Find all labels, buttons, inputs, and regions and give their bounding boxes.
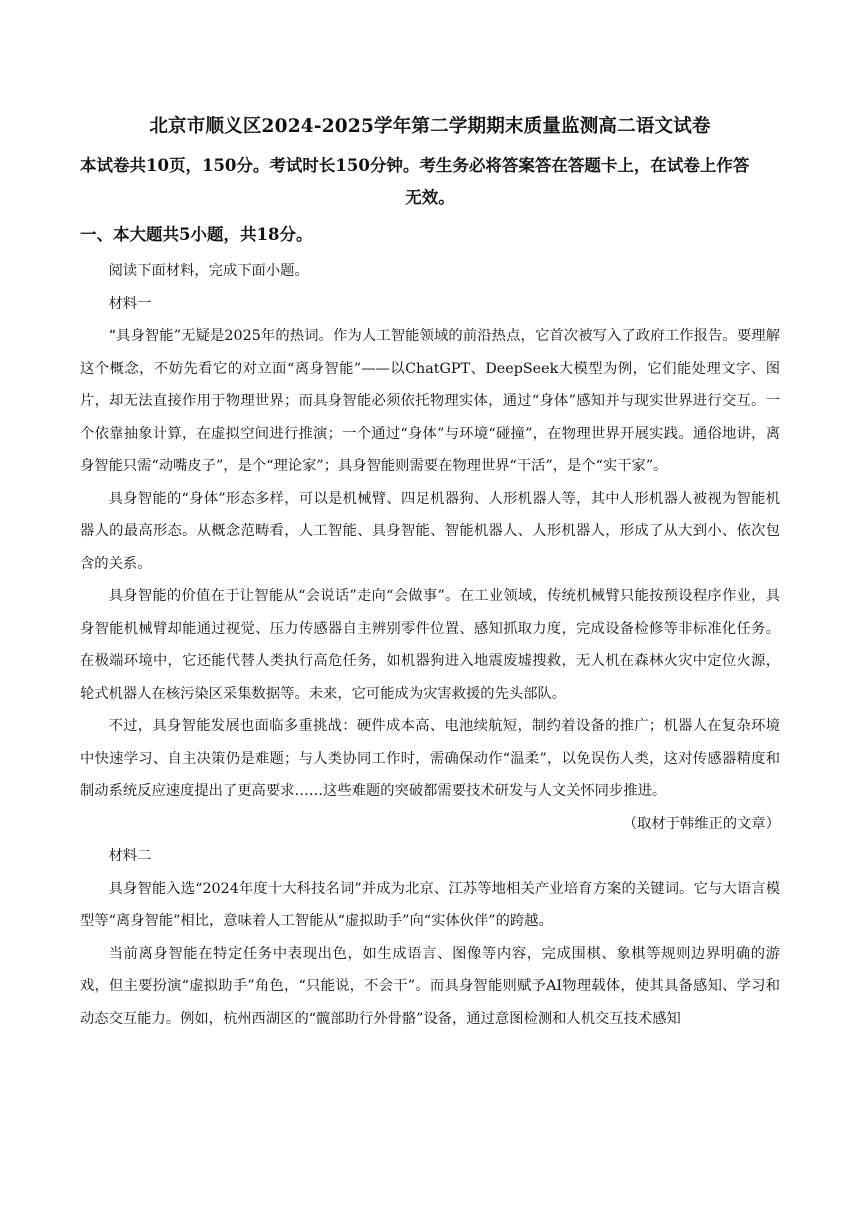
instructions-line-1: 本试卷共10页，150分。考试时长150分钟。考生务必将答案答在答题卡上，在试卷上作答 xyxy=(80,156,750,175)
paragraph: 具身智能的价值在于让智能从“会说话”走向“会做事”。在工业领域，传统机械臂只能按预设程序作业，具身智能机械臂却能通过视觉、压力传感器自主辨别零件位置、感知抓取力度，完成设备检修等非标准化任务。在极端环境中，它还能代替人类执行高危任务，如机器狗进入地震废墟搜救，无人机在森林火灾中定位火源，轮式机器人在核污染区采集数据等。未来，它可能成为灾害救援的先头部队。 xyxy=(80,588,780,702)
source-citation: （取材于韩维正的文章） xyxy=(622,815,780,832)
instructions-line-2: 无效。 xyxy=(405,188,455,207)
reading-instruction: 阅读下面材料，完成下面小题。 xyxy=(108,263,309,279)
material-label: 材料一 xyxy=(108,295,152,312)
paragraph: 当前离身智能在特定任务中表现出色，如生成语言、图像等内容，完成围棋、象棋等规则边界明确的游戏，但主要扮演“虚拟助手”角色，“只能说，不会干”。而具身智能则赋予AI物理载体，使其具备感知、学习和动态交互能力。例如，杭州西湖区的“髋部助行外骨骼”设备，通过意图检测和人机交互技术感知 xyxy=(80,945,780,1027)
reading-passage xyxy=(80,255,780,1035)
paragraph: “具身智能”无疑是2025年的热词。作为人工智能领域的前沿热点，它首次被写入了政府工作报告。要理解这个概念，不妨先看它的对立面“离身智能”——以ChatGPT、DeepSeek大模型为例，它们能处理文字、图片，却无法直接作用于物理世界；而具身智能必须依托物理实体，通过“身体”感知并与现实世界进行交互。一个依靠抽象计算，在虚拟空间进行推演；一个通过“身体”与环境“碰撞”，在物理世界开展实践。通俗地讲，离身智能只需“动嘴皮子”，是个“理论家”；具身智能则需要在物理世界“干活”，是个“实干家”。 xyxy=(80,328,780,474)
paragraph: 具身智能的“身体”形态多样，可以是机械臂、四足机器狗、人形机器人等，其中人形机器人被视为智能机器人的最高形态。从概念范畴看，人工智能、具身智能、智能机器人、人形机器人，形成了从大到小、依次包含的关系。 xyxy=(80,490,780,572)
section-heading: 一、本大题共5小题，共18分。 xyxy=(80,225,313,244)
paragraph: 不过，具身智能发展也面临多重挑战：硬件成本高、电池续航短，制约着设备的推广；机器人在复杂环境中快速学习、自主决策仍是难题；与人类协同工作时，需确保动作“温柔”，以免误伤人类，这对传感器精度和制动系统反应速度提出了更高要求……这些难题的突破都需要技术研发与人文关怀同步推进。 xyxy=(80,718,780,799)
exam-instructions xyxy=(80,150,780,214)
exam-title: 北京市顺义区2024-2025学年第二学期期末质量监测高二语文试卷 xyxy=(149,116,711,137)
paragraph: 具身智能入选“2024年度十大科技名词”并成为北京、江苏等地相关产业培育方案的关键词。它与大语言模型等“离身智能”相比，意味着人工智能从“虚拟助手”向“实体伙伴”的跨越。 xyxy=(80,880,780,929)
material-label: 材料二 xyxy=(108,848,152,864)
